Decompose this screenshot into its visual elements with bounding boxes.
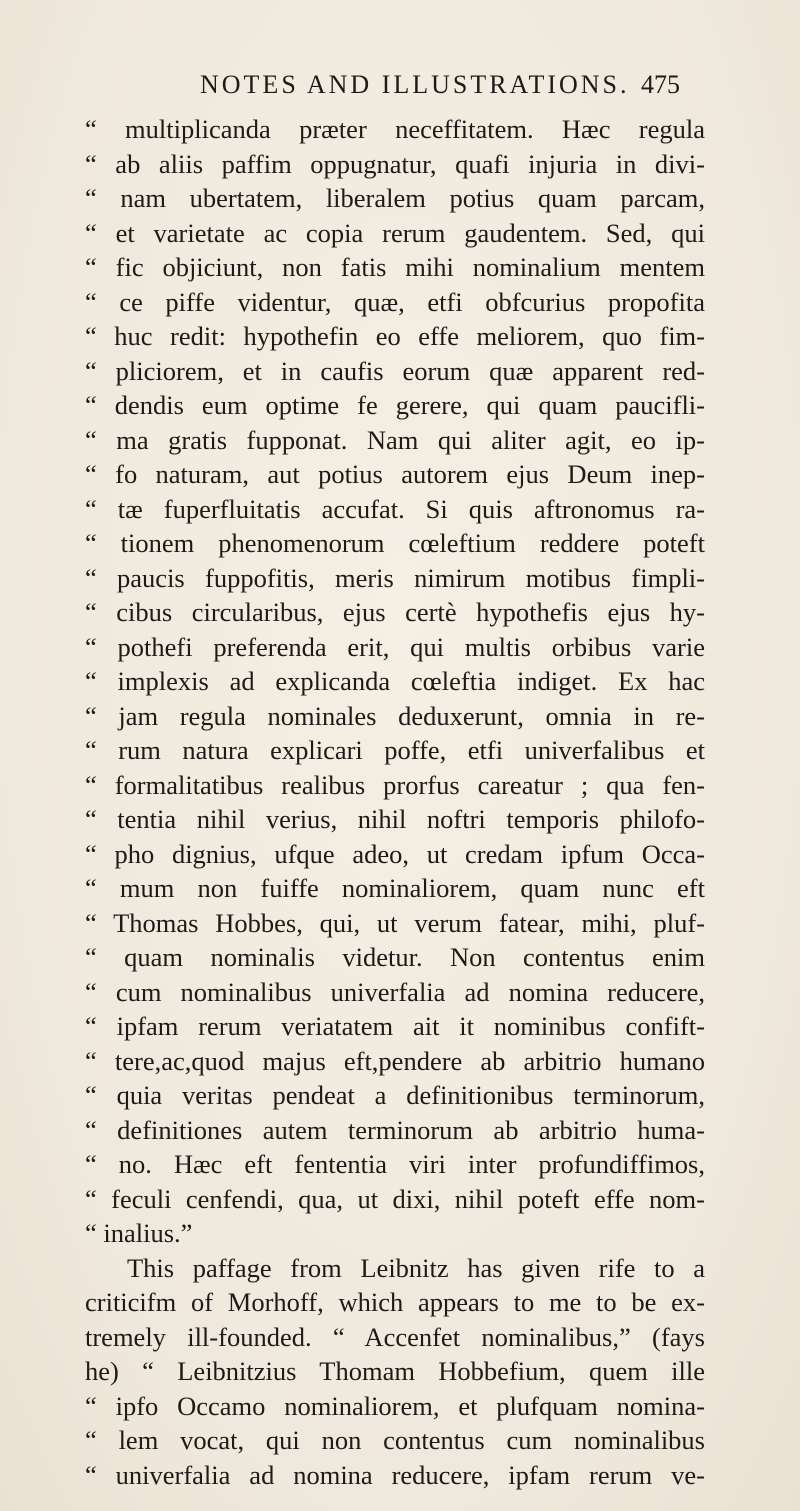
text-line: criticifm of Morhoff, which appears to me to be ex-: [85, 1287, 705, 1317]
body-text: [85, 112, 705, 1492]
text-line: “ ipfam rerum veriatatem ait it nominibus confift-: [85, 1011, 705, 1041]
text-line: “ definitiones autem terminorum ab arbitrio huma-: [85, 1114, 705, 1145]
text-line: “ univerfalia ad nomina reducere, ipfam rerum ve-: [85, 1459, 705, 1490]
text-line: This paffage from Leibnitz has given rife to a: [127, 1252, 705, 1283]
text-line: “ lem vocat, qui non contentus cum nominalibus: [85, 1425, 705, 1455]
text-line: “ et varietate ac copia rerum gaudentem. Sed, qui: [85, 217, 705, 248]
text-line: “ tentia nihil verius, nihil noftri temporis philofo-: [85, 804, 705, 834]
text-line: “ fic objiciunt, non fatis mihi nominalium mentem: [85, 252, 705, 282]
text-line: “ no. Hæc eft fententia viri inter profundiffimos,: [85, 1149, 705, 1179]
text-line: “ fo naturam, aut potius autorem ejus Deum inep-: [85, 459, 705, 489]
text-line: “ ipfo Occamo nominaliorem, et plufquam nomina-: [85, 1390, 705, 1421]
text-line: “ feculi cenfendi, qua, ut dixi, nihil poteft effe nom-: [85, 1183, 705, 1214]
text-line: “ formalitatibus realibus prorfus careatur ; qua fen-: [85, 769, 705, 800]
text-line: “ ma gratis fupponat. Nam qui aliter agit, eo ip-: [85, 424, 705, 455]
text-line: “ dendis eum optime fe gerere, qui quam paucifli-: [85, 390, 705, 420]
running-head-title: NOTES AND ILLUSTRATIONS.: [200, 70, 630, 99]
text-line: “ quia veritas pendeat a definitionibus terminorum,: [85, 1080, 705, 1110]
text-line: “ nam ubertatem, liberalem potius quam parcam,: [85, 183, 705, 213]
text-line: “ jam regula nominales deduxerunt, omnia in re-: [85, 700, 705, 731]
text-line: “ implexis ad explicanda cœleftia indiget. Ex hac: [85, 666, 705, 696]
text-line: “ quam nominalis videtur. Non contentus enim: [85, 942, 705, 972]
text-line: “ ce piffe videntur, quæ, etfi obfcurius propofita: [85, 286, 705, 317]
text-line: “ inalius.”: [85, 1218, 193, 1248]
text-line: “ pliciorem, et in caufis eorum quæ apparent red-: [85, 355, 705, 386]
text-line: “ rum natura explicari poffe, etfi univerfalibus et: [85, 735, 705, 765]
text-line: “ paucis fuppofitis, meris nimirum motibus fimpli-: [85, 562, 705, 593]
text-line: “ cum nominalibus univerfalia ad nomina reducere,: [85, 976, 705, 1007]
text-line: “ tere,ac,quod majus eft,pendere ab arbitrio humano: [85, 1045, 705, 1076]
text-line: “ multiplicanda præter neceffitatem. Hæc regula: [85, 114, 705, 144]
text-line: “ pho dignius, ufque adeo, ut credam ipfum Occa-: [85, 838, 705, 869]
text-line: “ tionem phenomenorum cœleftium reddere poteft: [85, 528, 705, 558]
text-line: “ cibus circularibus, ejus certè hypothefis ejus hy-: [85, 597, 705, 627]
text-line: “ tæ fuperfluitatis accufat. Si quis aftronomus ra-: [85, 493, 705, 524]
page-number: 475: [641, 70, 680, 99]
text-line: “ huc redit: hypothefin eo effe meliorem, quo fim-: [85, 321, 705, 351]
text-line: “ mum non fuiffe nominaliorem, quam nunc eft: [85, 873, 705, 903]
text-line: “ Thomas Hobbes, qui, ut verum fatear, mihi, pluf-: [85, 907, 705, 938]
text-line: “ ab aliis paffim oppugnatur, quafi injuria in divi-: [85, 148, 705, 179]
text-line: “ pothefi preferenda erit, qui multis orbibus varie: [85, 631, 705, 662]
text-line: tremely ill-founded. “ Accenfet nominalibus,” (fays: [85, 1321, 705, 1352]
text-line: he) “ Leibnitzius Thomam Hobbefium, quem ille: [85, 1356, 705, 1386]
